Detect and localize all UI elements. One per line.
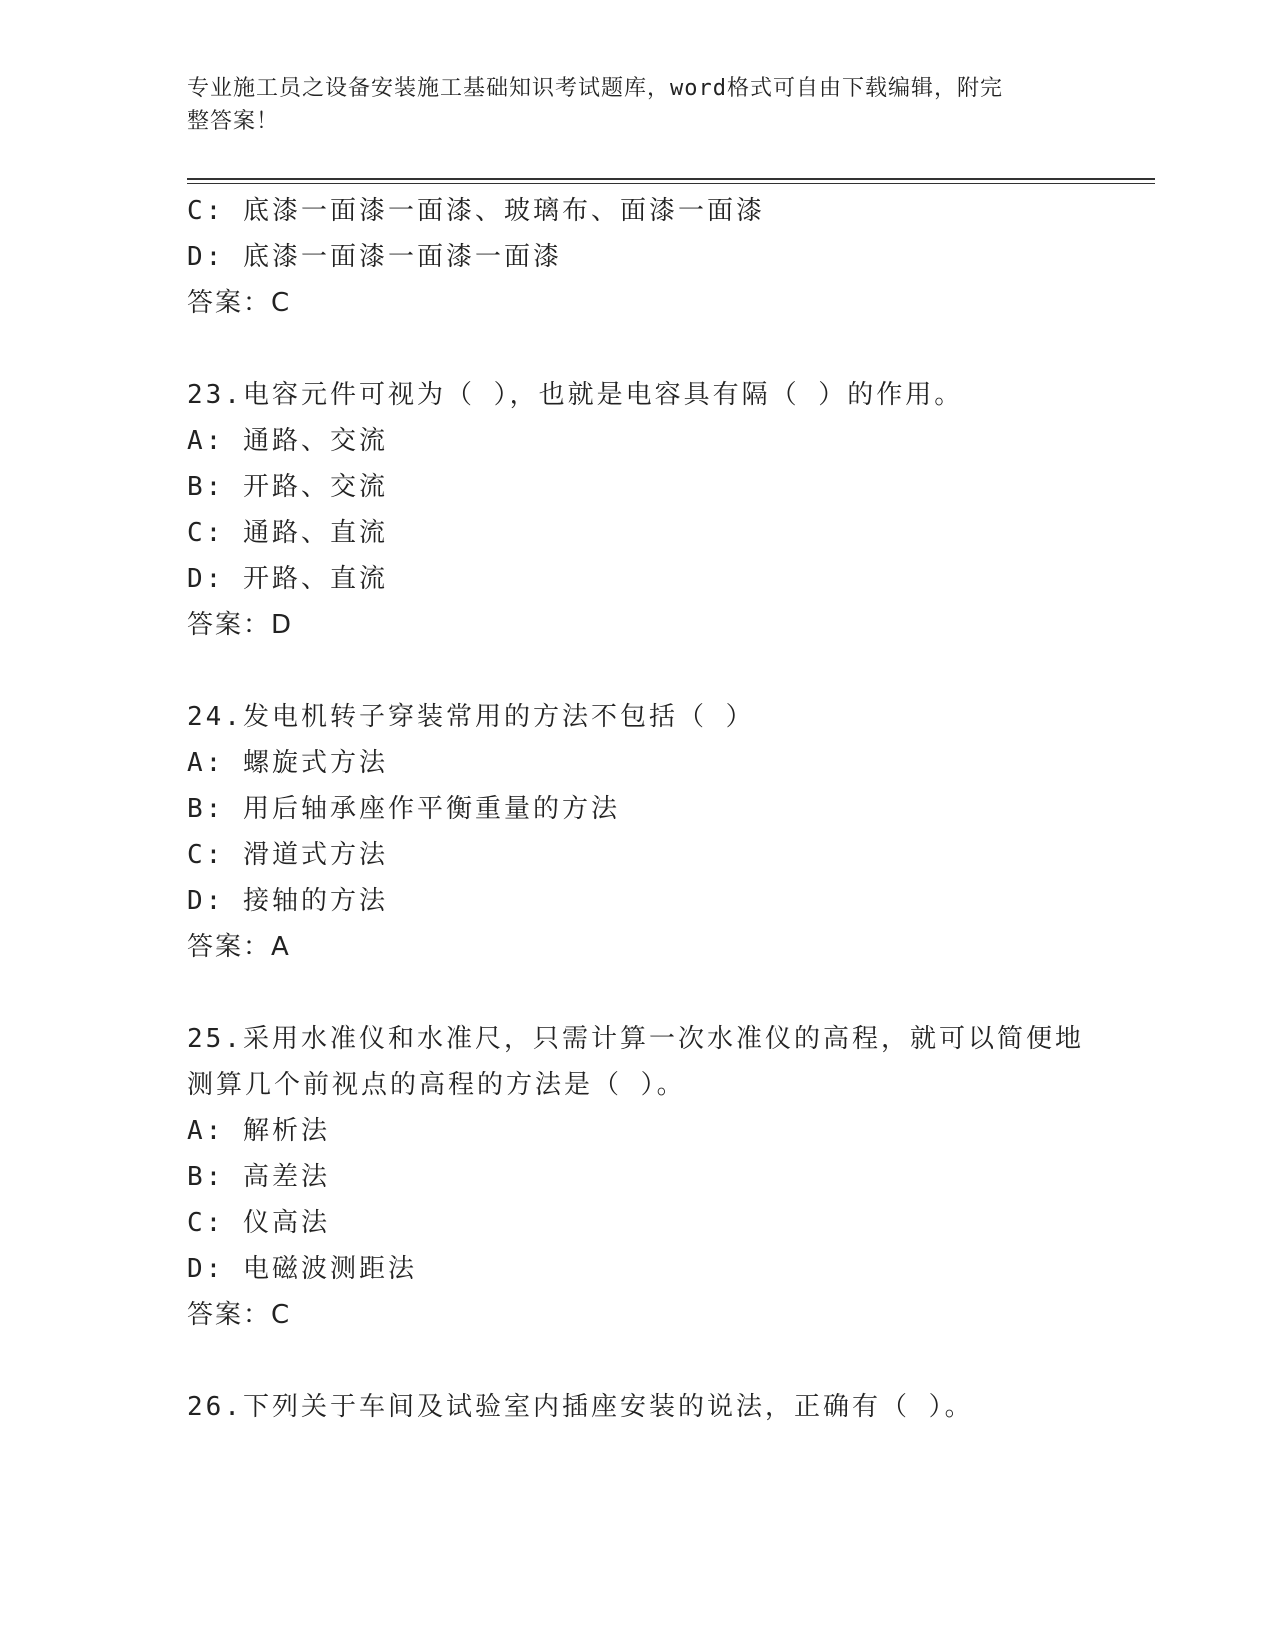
option-text: 通路、交流 (242, 426, 388, 456)
option-line (187, 786, 1087, 832)
question-stem (187, 694, 1087, 740)
option-line (187, 1246, 1087, 1292)
option-text: 电磁波测距法 (242, 1254, 417, 1284)
option-text: 开路、交流 (242, 472, 388, 502)
option-line (187, 878, 1087, 924)
option-text: 解析法 (242, 1116, 330, 1146)
option-label: A: (187, 748, 225, 778)
option-text: 高差法 (242, 1162, 330, 1192)
document-header (187, 72, 1067, 138)
question-text: 采用水准仪和水准尺，只需计算一次水准仪的高程，就可以简便地 (242, 1024, 1084, 1054)
option-label: C: (187, 840, 225, 870)
option-line (187, 1108, 1087, 1154)
option-label: B: (187, 472, 225, 502)
option-line (187, 1154, 1087, 1200)
question-number: 23. (187, 380, 243, 410)
option-label: A: (187, 426, 225, 456)
option-text: 用后轴承座作平衡重量的方法 (242, 794, 620, 824)
option-text: 滑道式方法 (242, 840, 388, 870)
header-rule-thin (187, 183, 1155, 184)
option-label: C: (187, 1208, 225, 1238)
option-line (187, 464, 1087, 510)
option-label: D: (187, 564, 225, 594)
option-line (187, 740, 1087, 786)
header-rule-thick (187, 178, 1155, 180)
answer-line: 答案：A (187, 932, 291, 962)
question-25 (187, 1016, 1087, 1338)
answer-line: 答案：C (187, 1300, 292, 1330)
option-label: C: (187, 518, 225, 548)
question-26 (187, 1384, 1087, 1430)
question-number: 26. (187, 1392, 243, 1422)
question-number: 25. (187, 1024, 243, 1054)
header-line-2: 整答案！ (187, 109, 280, 134)
option-text: 螺旋式方法 (242, 748, 388, 778)
question-number: 24. (187, 702, 243, 732)
question-stem (187, 1016, 1087, 1062)
option-label: C: (187, 196, 225, 226)
option-line (187, 832, 1087, 878)
question-stem-continued: 测算几个前视点的高程的方法是（ ）。 (187, 1070, 686, 1100)
option-text: 通路、直流 (242, 518, 388, 548)
option-line (187, 1200, 1087, 1246)
question-23 (187, 372, 1087, 648)
option-line (187, 510, 1087, 556)
question-list (187, 188, 1087, 1430)
option-text: 接轴的方法 (242, 886, 388, 916)
option-label: B: (187, 794, 225, 824)
option-line (187, 234, 1087, 280)
option-text: 开路、直流 (242, 564, 388, 594)
option-line (187, 556, 1087, 602)
question-text: 电容元件可视为（ ），也就是电容具有隔（ ）的作用。 (242, 380, 964, 410)
option-text: 仪高法 (242, 1208, 330, 1238)
option-text: 底漆一面漆一面漆一面漆 (242, 242, 562, 272)
question-text: 发电机转子穿装常用的方法不包括（ ） (242, 702, 755, 732)
option-text: 底漆一面漆一面漆、玻璃布、面漆一面漆 (242, 196, 765, 226)
option-label: B: (187, 1162, 225, 1192)
option-line (187, 188, 1087, 234)
option-label: A: (187, 1116, 225, 1146)
header-line-1: 专业施工员之设备安装施工基础知识考试题库，word格式可自由下载编辑，附完 (187, 76, 1003, 101)
option-label: D: (187, 886, 225, 916)
option-label: D: (187, 1254, 225, 1284)
question-text: 下列关于车间及试验室内插座安装的说法，正确有（ ）。 (242, 1392, 974, 1422)
option-line (187, 418, 1087, 464)
answer-line: 答案：C (187, 288, 292, 318)
answer-line: 答案：D (187, 610, 294, 640)
question-stem (187, 1384, 1087, 1430)
question-stem (187, 372, 1087, 418)
option-label: D: (187, 242, 225, 272)
question-24 (187, 694, 1087, 970)
